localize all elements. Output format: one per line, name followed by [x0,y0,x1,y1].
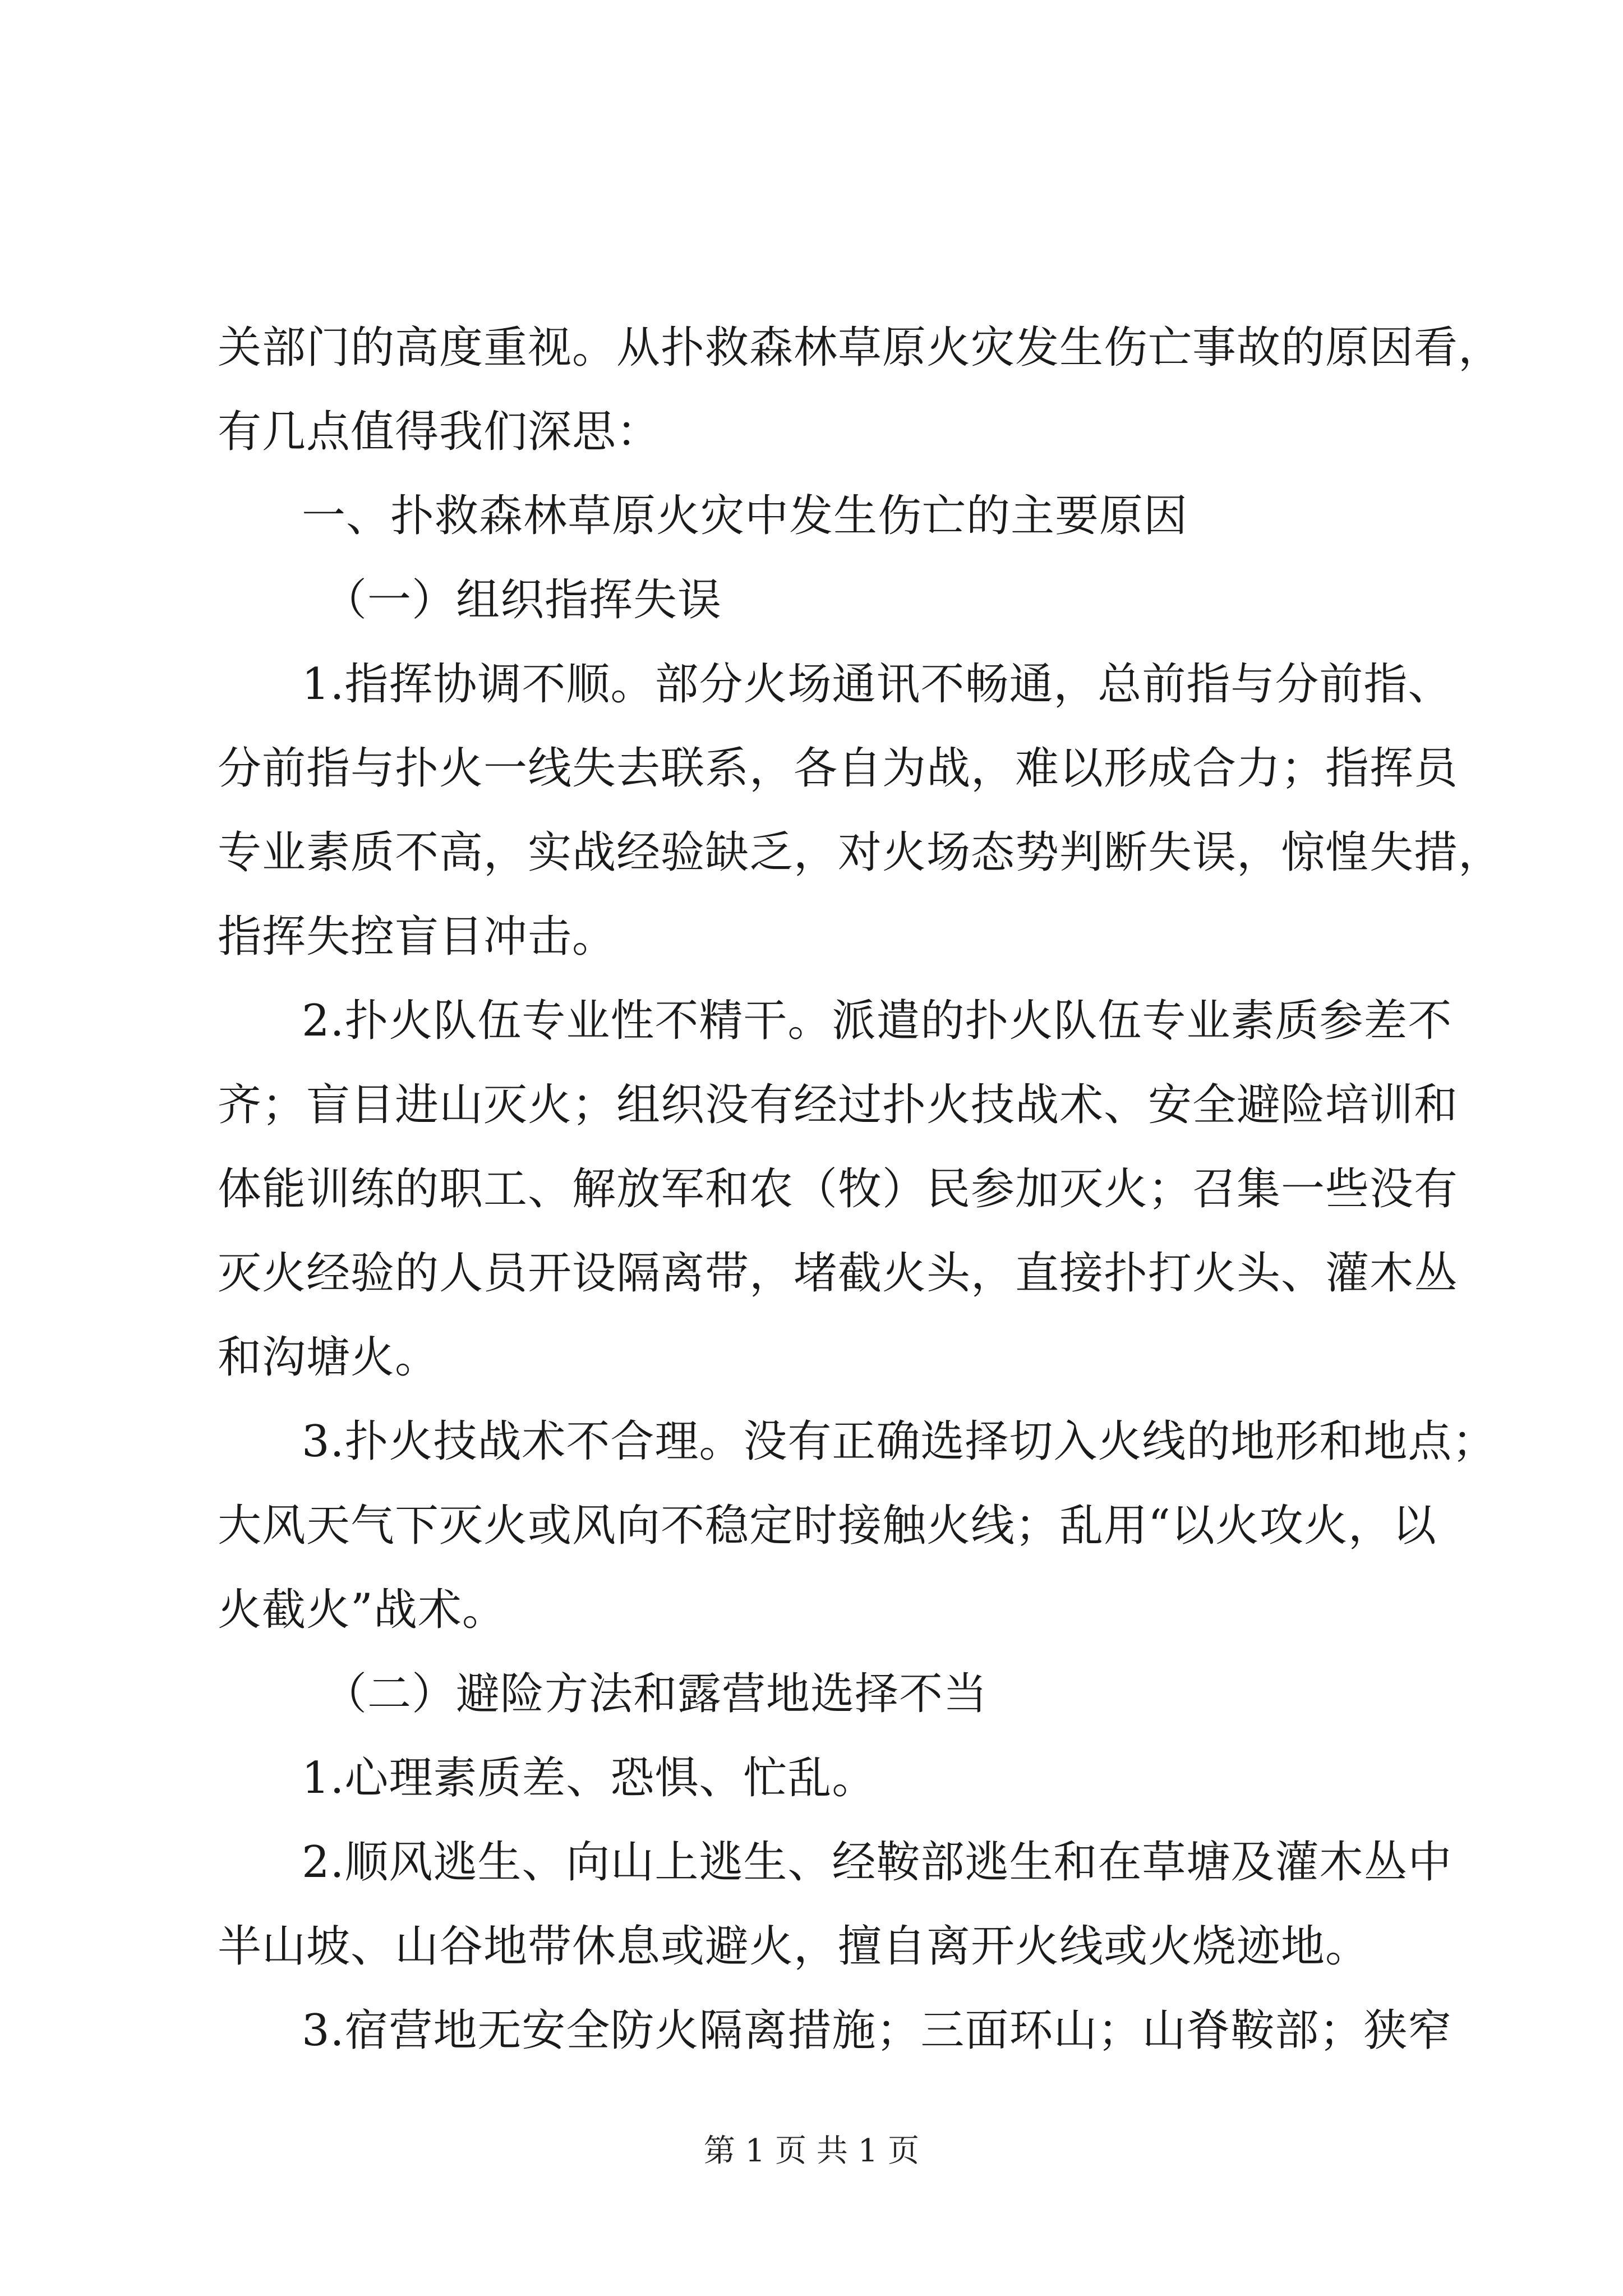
text-line: 有几点值得我们深思： [218,407,661,457]
text-line: 大风天气下灭火或风向不稳定时接触火线；乱用“以火攻火，以 [218,1501,1437,1551]
text-line: 3.宿营地无安全防火隔离措施；三面环山；山脊鞍部；狭窄 [302,2005,1453,2056]
text-line: 关部门的高度重视。从扑救森林草原火灾发生伤亡事故的原因看， [218,323,1503,373]
text-line: 体能训练的职工、解放军和农（牧）民参加灭火；召集一些没有 [218,1164,1459,1214]
text-line: 半山坡、山谷地带休息或避火，擅自离开火线或火烧迹地。 [218,1921,1370,1972]
text-line: 齐；盲目进山灭火；组织没有经过扑火技战术、安全避险培训和 [218,1080,1459,1130]
text-line: 1.指挥协调不顺。部分火场通讯不畅通，总前指与分前指、 [302,659,1453,710]
section-heading: 一、扑救森林草原火灾中发生伤亡的主要原因 [302,491,1188,541]
page-number-footer: 第 1 页 共 1 页 [703,2133,920,2169]
text-line: 专业素质不高，实战经验缺乏，对火场态势判断失误，惊惶失措， [218,827,1503,878]
document-body [218,306,1503,2073]
text-line: 分前指与扑火一线失去联系，各自为战，难以形成合力；指挥员 [218,743,1459,794]
text-line: 3.扑火技战术不合理。没有正确选择切入火线的地形和地点； [302,1416,1497,1467]
text-line: 1.心理素质差、恐惧、忙乱。 [302,1753,877,1803]
text-line: 2.顺风逃生、向山上逃生、经鞍部逃生和在草塘及灌木丛中 [302,1837,1453,1888]
text-line: 指挥失控盲目冲击。 [218,912,617,962]
text-line: 火截火”战术。 [218,1585,506,1635]
text-line: 灭火经验的人员开设隔离带，堵截火头，直接扑打火头、灌木丛 [218,1248,1459,1299]
text-line: 和沟塘火。 [218,1332,440,1383]
text-line: 2.扑火队伍专业性不精干。派遣的扑火队伍专业素质参差不 [302,996,1453,1046]
subsection-heading: （一）组织指挥失误 [323,575,722,625]
subsection-heading: （二）避险方法和露营地选择不当 [323,1669,988,1719]
